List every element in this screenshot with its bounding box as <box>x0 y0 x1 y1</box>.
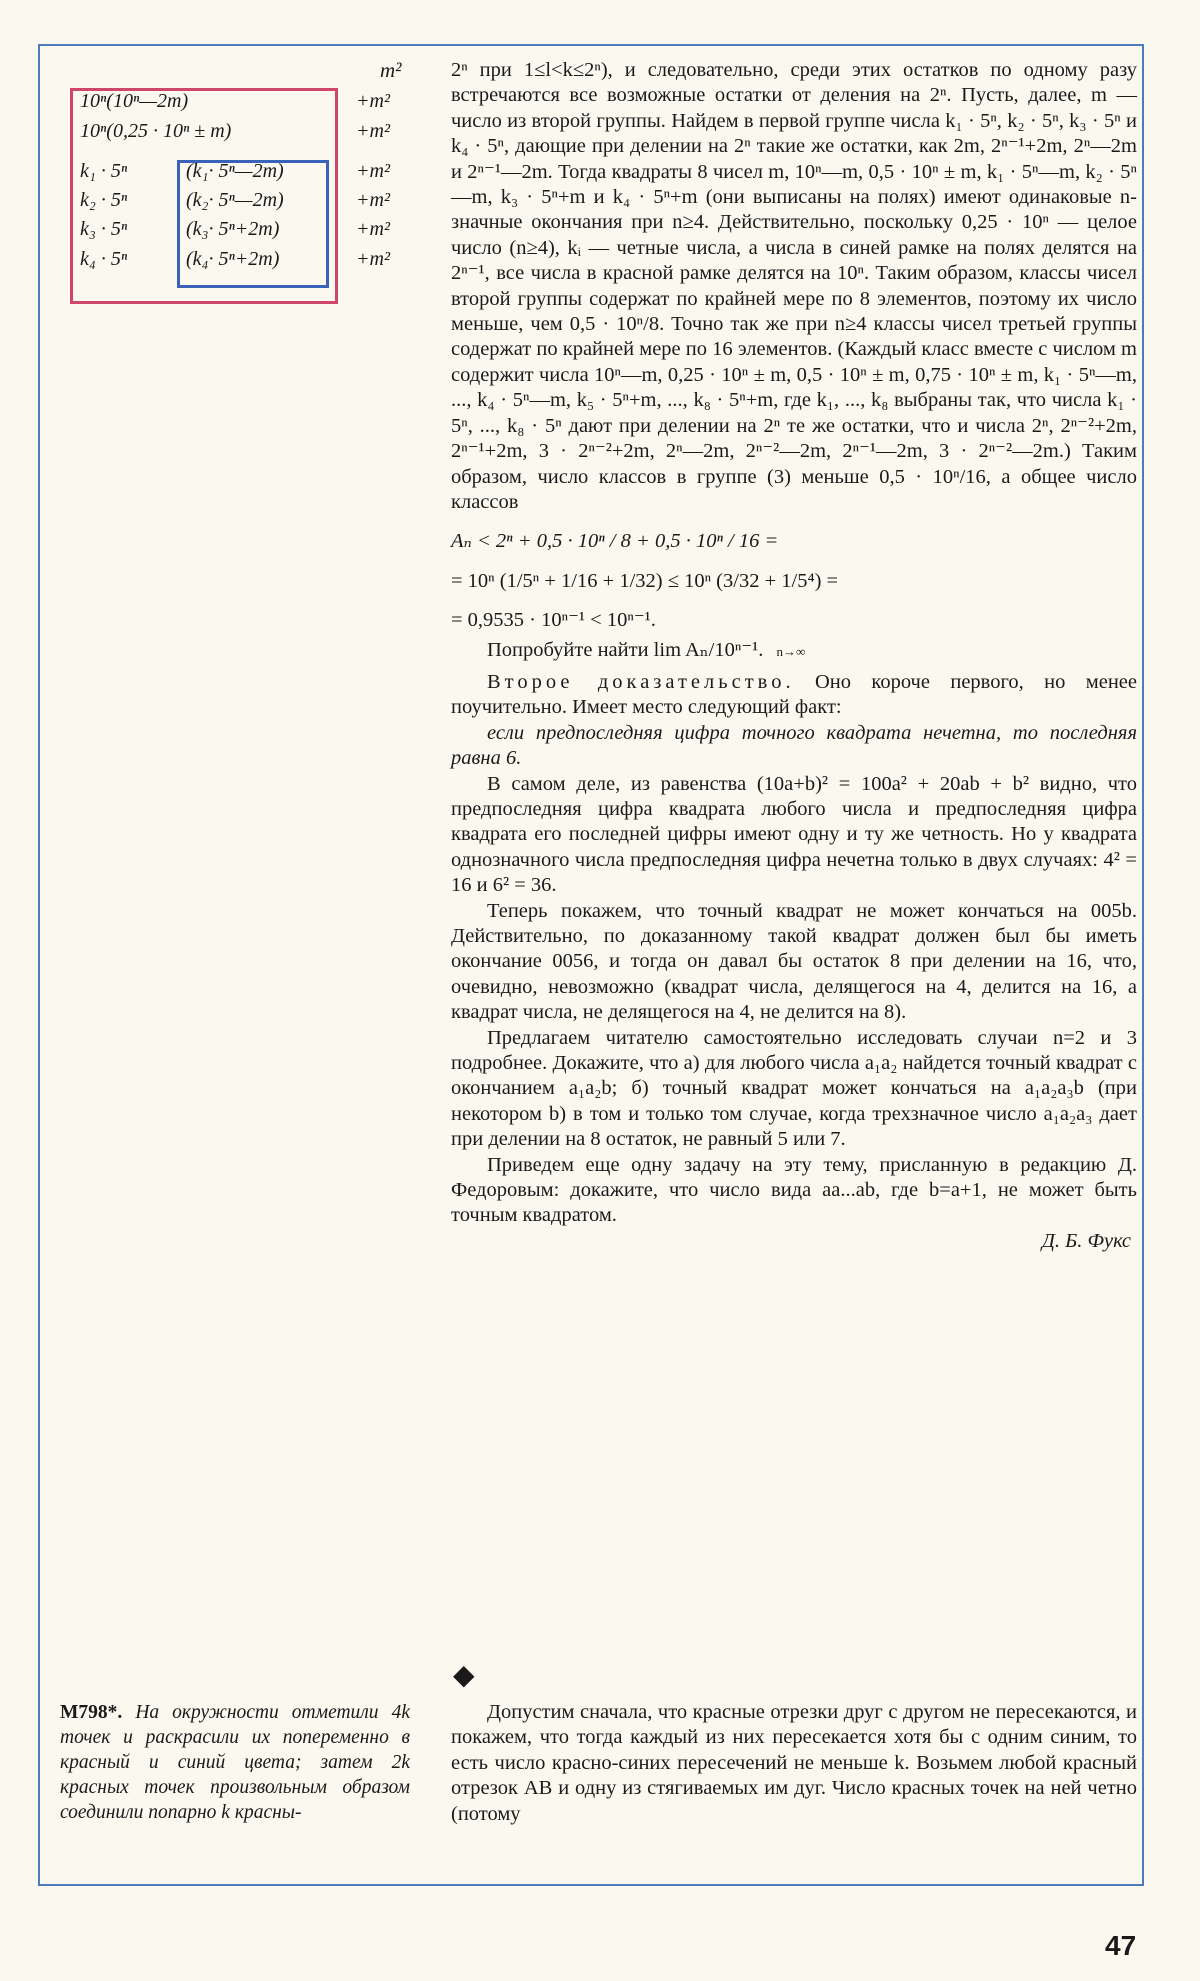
table-row-right: +m² <box>356 248 390 270</box>
section-text: Оно короче первого, но менее поучительно. Имеет место следующий факт: <box>451 670 1137 719</box>
paragraph <box>451 638 1137 664</box>
problem-text: На окружности отметили 4k точек и раскрасили их попеременно в красный и синий цвета; затем 2k красных точек произвольным образом соединили попарно k красны- <box>60 1702 410 1823</box>
table-row-left: 10ⁿ(0,25 · 10ⁿ ± m) <box>80 120 232 142</box>
limit-text: Попробуйте найти lim Aₙ/10ⁿ⁻¹. <box>487 638 764 661</box>
table-row-right: +m² <box>356 218 390 240</box>
equation-line: = 0,9535 · 10ⁿ⁻¹ < 10ⁿ⁻¹. <box>451 609 656 632</box>
author-signature: Д. Б. Фукс <box>1041 1229 1131 1252</box>
main-text-column <box>451 58 1137 1254</box>
table-row-left: k₄ · 5ⁿ <box>80 248 128 270</box>
table-row-mid: (k₃· 5ⁿ+2m) <box>186 218 280 240</box>
table-row-mid: (k₁· 5ⁿ—2m) <box>186 160 284 182</box>
table-row-right: +m² <box>356 160 390 182</box>
problem-statement <box>60 1700 410 1825</box>
limit-subscript: n→∞ <box>776 643 806 659</box>
paragraph: Приведем еще одну задачу на эту тему, присланную в редакцию Д. Федоровым: докажите, что число вида aa...ab, где b=a+1, не может быть точным квадратом. <box>451 1153 1137 1227</box>
equation-line: Aₙ < 2ⁿ + 0,5 · 10ⁿ / 8 + 0,5 · 10ⁿ / 16 = <box>451 530 779 553</box>
table-row-mid: (k₄· 5ⁿ+2m) <box>186 248 280 270</box>
table-row-left: 10ⁿ(10ⁿ—2m) <box>80 90 189 112</box>
paragraph: Предлагаем читателю самостоятельно исследовать случаи n=2 и 3 подробнее. Докажите, что а) для любого числа a₁a₂ найдется точный квадрат с окончанием a₁a₂b; б) точный квадрат может кончаться на a₁a₂a₃b (при некотором b) в том и только том случае, когда трехзначное число a₁a₂a₃ дает при делении на 8 остаток, не равный 5 или 7. <box>451 1026 1137 1151</box>
equation-line: = 10ⁿ (1/5ⁿ + 1/16 + 1/32) ≤ 10ⁿ (3/32 + 1/5⁴) = <box>451 569 839 592</box>
section-lead: Второе доказательство. <box>487 670 795 693</box>
table-row-right: +m² <box>356 189 390 211</box>
table-header-m2: m² <box>380 58 402 82</box>
paragraph: Допустим сначала, что красные отрезки друг с другом не пересекаются, и покажем, что тогда каждый из них пересекается хотя бы с одним синим, то есть число красно-синих пересечений не меньше k. Возьмем любой красный отрезок AB и одну из стягиваемых им дуг. Число красных точек на ней четно (потому <box>451 1701 1137 1825</box>
solution-text <box>451 1700 1137 1827</box>
paragraph <box>451 670 1137 721</box>
table-row-left: k₁ · 5ⁿ <box>80 160 128 182</box>
paragraph: 2ⁿ при 1≤l<k≤2ⁿ), и следовательно, среди этих остатков по одному разу встречаются все возможные остатки от деления на 2ⁿ. Пусть, далее, m — число из второй группы. Найдем в первой группе числа k₁ · 5ⁿ, k₂ · 5ⁿ, k₃ · 5ⁿ и k₄ · 5ⁿ, дающие при делении на 2ⁿ такие же остатки, как 2m, 2ⁿ⁻¹+2m, 2ⁿ—2m и 2ⁿ⁻¹—2m. Тогда квадраты 8 чисел m, 10ⁿ—m, 0,5 · 10ⁿ ± m, k₁ · 5ⁿ—m, k₂ · 5ⁿ—m, k₃ · 5ⁿ+m и k₄ · 5ⁿ+m (они выписаны на полях) имеют одинаковые n-значные окончания при n≥4. Действительно, поскольку 0,25 · 10ⁿ — целое число (n≥4), kᵢ — четные числа, а числа в синей рамке на полях делятся на 2ⁿ⁻¹, все числа в красной рамке делятся на 10ⁿ. Таким образом, классы чисел второй группы содержат по крайней мере по 8 элементов, поэтому их число меньше, чем 0,5 · 10ⁿ/8. Точно так же при n≥4 классы чисел третьей группы содержат по крайней мере по 16 элементов. (Каждый класс вместе с числом m содержит числа 10ⁿ—m, 0,25 · 10ⁿ ± m, 0,5 · 10ⁿ ± m, 0,75 · 10ⁿ ± m, k₁ · 5ⁿ—m, ..., k₄ · 5ⁿ—m, k₅ · 5ⁿ+m, ..., k₈ · 5ⁿ+m, где k₁, ..., k₈ выбраны так, что числа k₁ · 5ⁿ, ..., k₈ · 5ⁿ дают при делении на 2ⁿ те же остатки, что и числа 2ⁿ, 2ⁿ⁻²+2m, 2ⁿ⁻¹+2m, 3 · 2ⁿ⁻²+2m, 2ⁿ—2m, 2ⁿ⁻²—2m, 2ⁿ⁻¹—2m, 3 · 2ⁿ⁻²—2m.) Таким образом, число классов в группе (3) меньше 0,5 · 10ⁿ/16, а общее число классов <box>451 59 1137 513</box>
table-row-left: k₂ · 5ⁿ <box>80 189 128 211</box>
table-row-right: +m² <box>356 90 390 112</box>
table-row-left: k₃ · 5ⁿ <box>80 218 128 240</box>
problem-label: М798*. <box>60 1702 123 1723</box>
paragraph: Теперь покажем, что точный квадрат не может кончаться на 005b. Действительно, по доказанному такой квадрат должен был бы иметь окончание 0056, и тогда он давал бы остаток 8 при делении на 16, что, очевидно, невозможно (квадрат числа, делящегося на 4, делится на 16, а квадрат числа, не делящегося на 4, не делится на 8). <box>451 899 1137 1024</box>
paragraph: В самом деле, из равенства (10a+b)² = 100a² + 20ab + b² видно, что предпоследняя цифра квадрата любого числа и предпоследняя цифра квадрата его последней цифры имеют одну и ту же четность. Но у квадрата однозначного числа предпоследняя цифра нечетна только в двух случаях: 4² = 16 и 6² = 36. <box>451 772 1137 897</box>
page-number: 47 <box>1105 1930 1137 1961</box>
paragraph: если предпоследняя цифра точного квадрата нечетна, то последняя равна 6. <box>451 721 1137 770</box>
table-row-right: +m² <box>356 120 390 142</box>
table-row-mid: (k₂· 5ⁿ—2m) <box>186 189 284 211</box>
diamond-icon: ◆ <box>453 1660 475 1691</box>
